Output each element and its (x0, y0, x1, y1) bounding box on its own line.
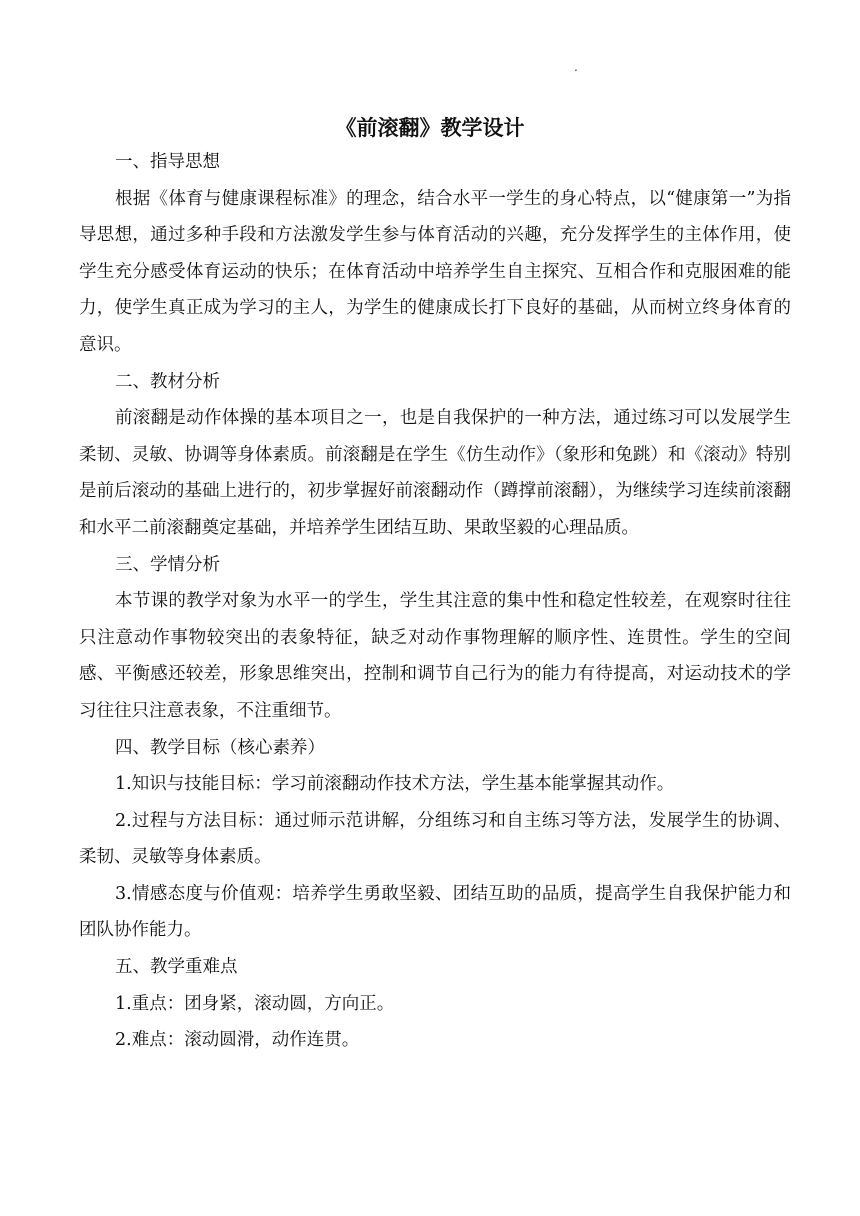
goal-item-process-method: 2.过程与方法目标：通过师示范讲解，分组练习和自主练习等方法，发展学生的协调、柔韧、灵敏等身体素质。 (79, 810, 791, 868)
section-heading-learner-analysis: 三、学情分析 (115, 554, 220, 575)
section-heading-guiding-idea: 一、指导思想 (115, 152, 220, 172)
section-paragraph-guiding-idea: 根据《体育与健康课程标准》的理念，结合水平一学生的身心特点，以“健康第一”为指导思想，通过多种手段和方法激发学生参与体育活动的兴趣，充分发挥学生的主体作用，使学生充分感受体育运动的快乐；在体育活动中培养学生自主探究、互相合作和克服困难的能力，使学生真正成为学习的主人，为学生的健康成长打下良好的基础，从而树立终身体育的意识。 (79, 188, 791, 355)
section-heading-teaching-goals: 四、教学目标（核心素养） (115, 737, 325, 758)
section-heading-key-difficult-points: 五、教学重难点 (115, 957, 238, 978)
difficult-point-item: 2.难点：滚动圆滑，动作连贯。 (115, 1030, 360, 1051)
section-paragraph-learner-analysis: 本节课的教学对象为水平一的学生，学生其注意的集中性和稳定性较差，在观察时往往只注意动作事物较突出的表象特征，缺乏对动作事物理解的顺序性、连贯性。学生的空间感、平衡感还较差，形象思维突出，控制和调节自己行为的能力有待提高，对运动技术的学习往往只注意表象，不注重细节。 (79, 591, 791, 721)
goal-item-attitude-values: 3.情感态度与价值观：培养学生勇敢坚毅、团结互助的品质，提高学生自我保护能力和团队协作能力。 (79, 883, 791, 941)
section-paragraph-material-analysis: 前滚翻是动作体操的基本项目之一，也是自我保护的一种方法，通过练习可以发展学生柔韧、灵敏、协调等身体素质。前滚翻是在学生《仿生动作》（象形和兔跳）和《滚动》特别是前后滚动的基础上进行的，初步掌握好前滚翻动作（蹲撑前滚翻），为继续学习连续前滚翻和水平二前滚翻奠定基础，并培养学生团结互助、果敢坚毅的心理品质。 (79, 408, 791, 538)
section-heading-material-analysis: 二、教材分析 (115, 371, 220, 392)
page-dot-mark: . (574, 60, 578, 74)
key-point-item: 1.重点：团身紧，滚动圆，方向正。 (115, 993, 395, 1014)
document-title: 《前滚翻》教学设计 (335, 116, 525, 140)
goal-item-knowledge-skills: 1.知识与技能目标：学习前滚翻动作技术方法，学生基本能掌握其动作。 (115, 774, 675, 795)
document-body (79, 144, 791, 1059)
